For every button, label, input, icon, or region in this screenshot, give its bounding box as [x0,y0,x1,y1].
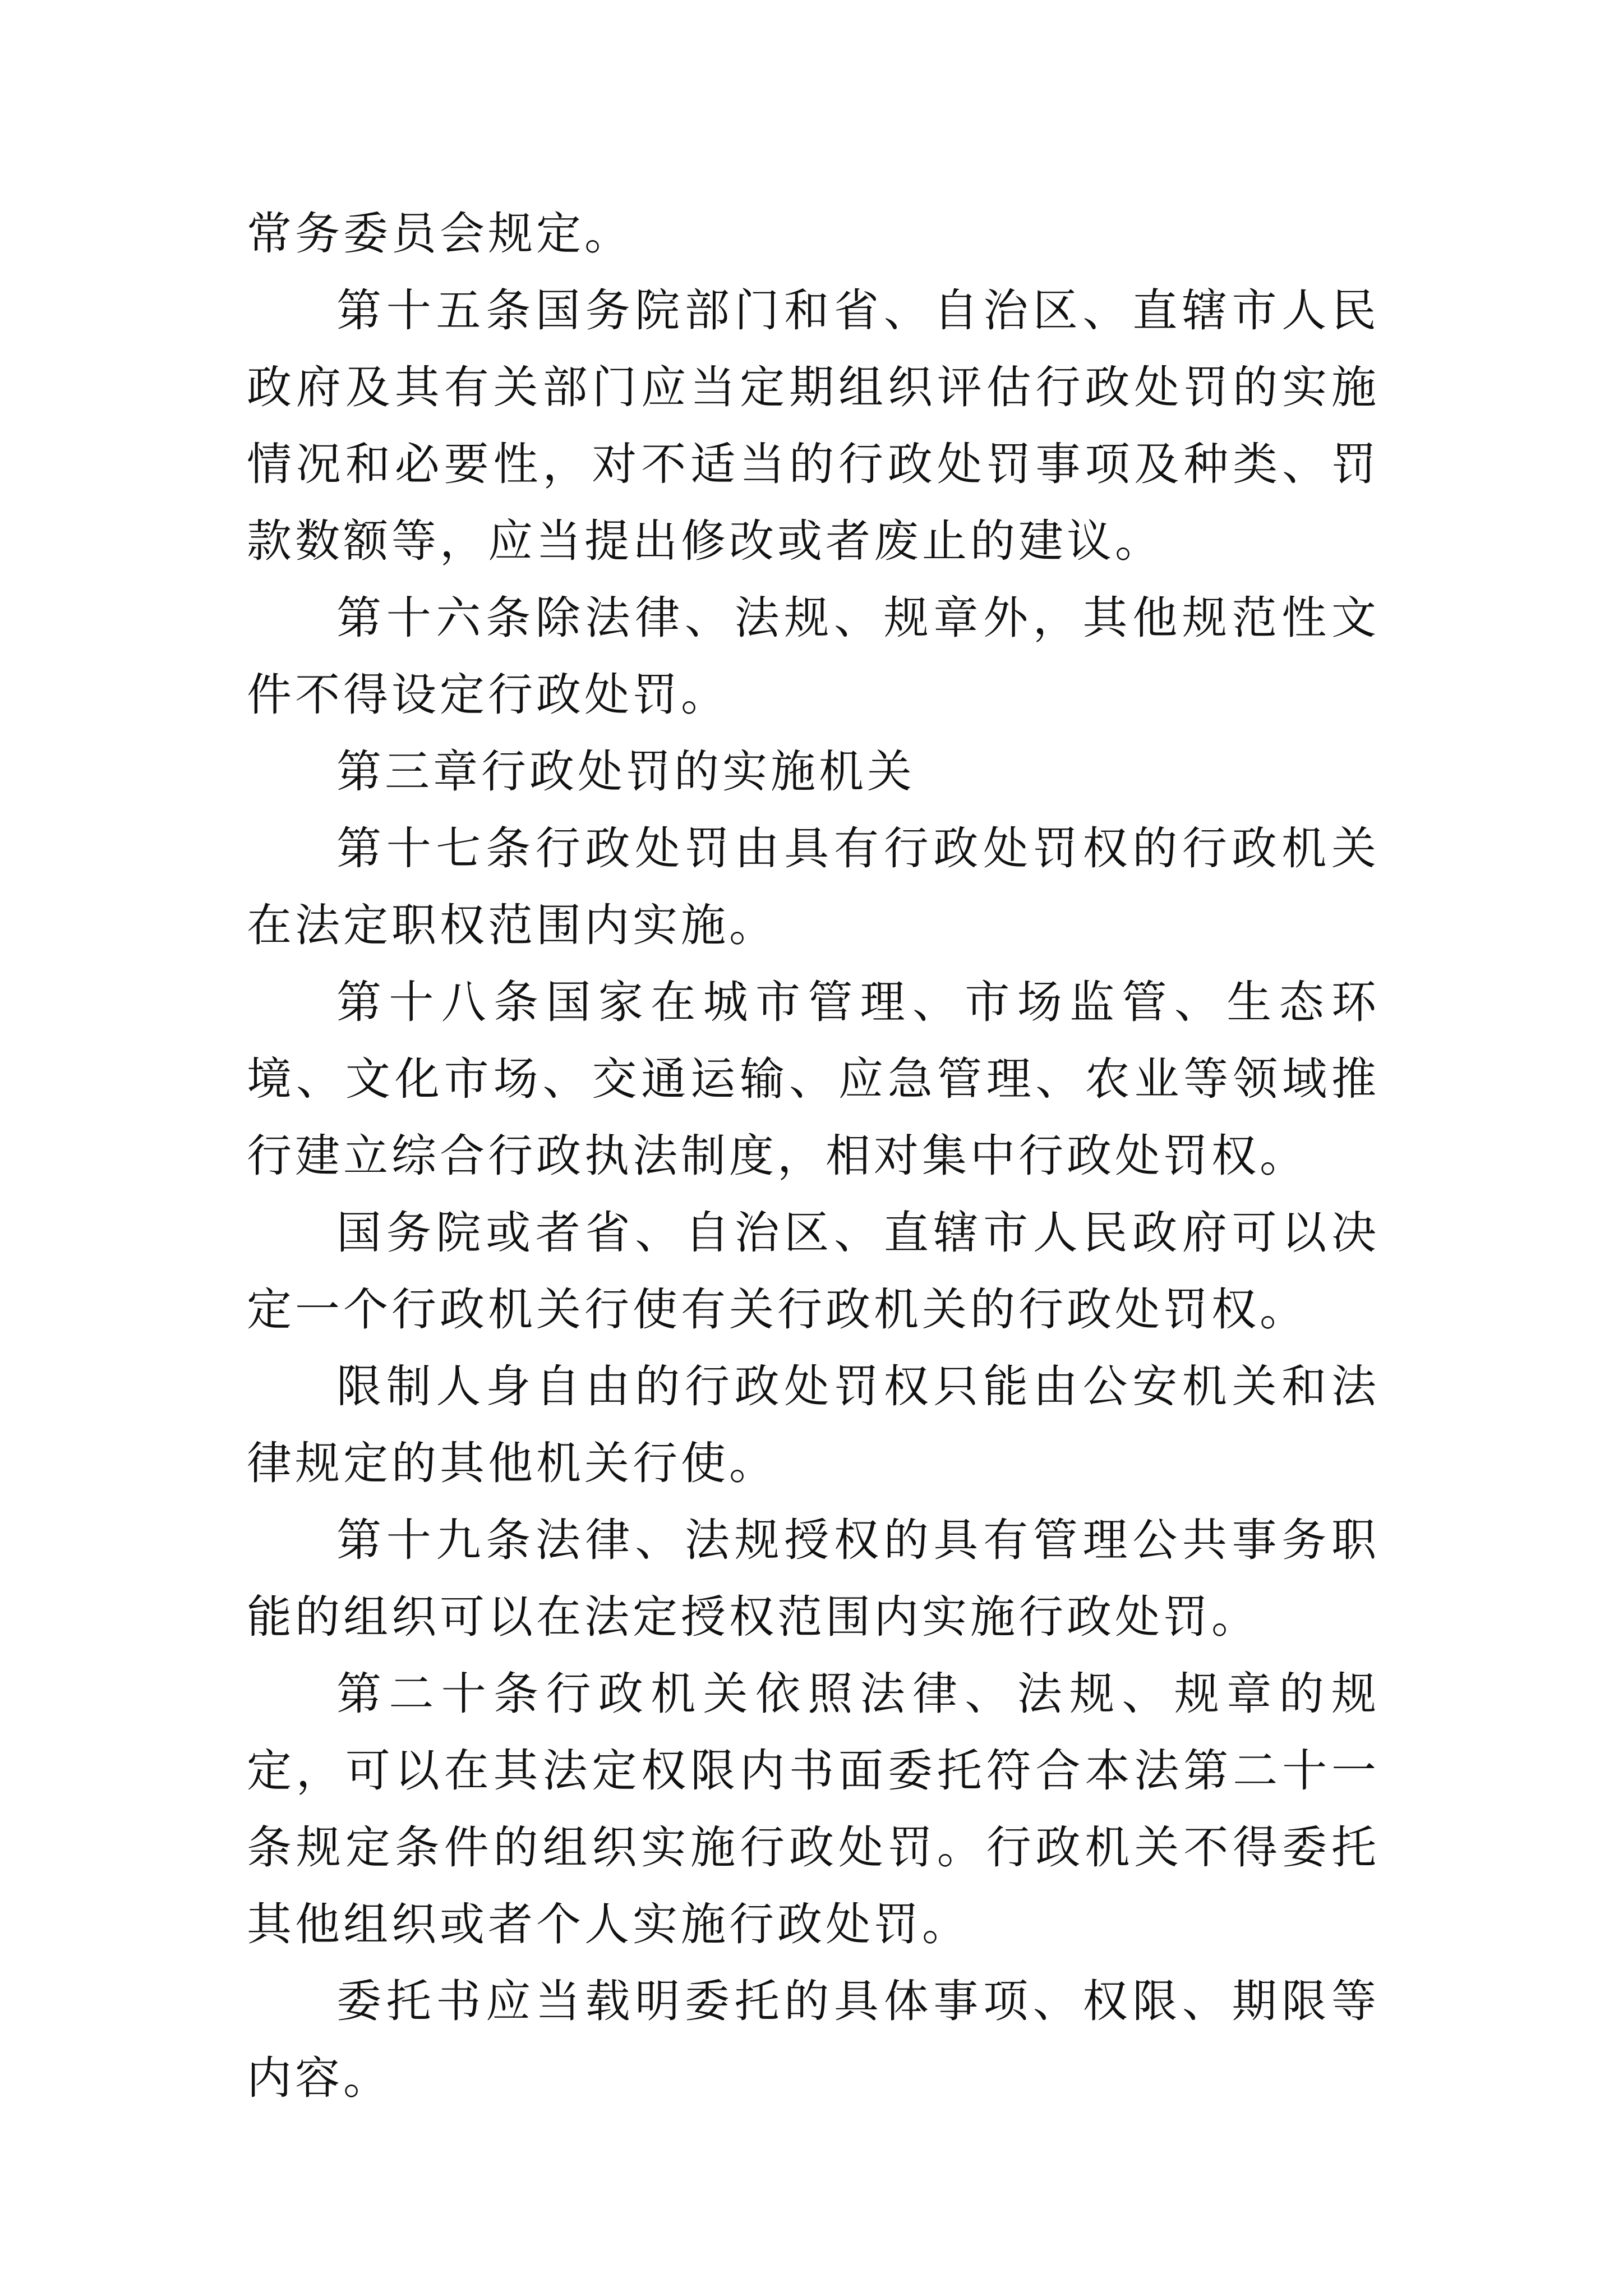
paragraph-article-16: 第十六条除法律、法规、规章外，其他规范性文件不得设定行政处罚。 [247,592,1380,721]
paragraph-continued: 常务委员会规定。 [247,208,633,260]
paragraph-article-17: 第十七条行政处罚由具有行政处罚权的行政机关在法定职权范围内实施。 [247,822,1380,951]
paragraph-article-15: 第十五条国务院部门和省、自治区、直辖市人民政府及其有关部门应当定期组织评估行政处罚的实施情况和必要性，对不适当的行政处罚事项及种类、罚款数额等，应当提出修改或者废止的建议。 [247,284,1380,567]
document-body [247,195,1380,2116]
paragraph-article-18-clause-3: 限制人身自由的行政处罚权只能由公安机关和法律规定的其他机关行使。 [247,1360,1380,1489]
paragraph-article-20-clause-2: 委托书应当载明委托的具体事项、权限、期限等内容。 [247,1975,1380,2104]
paragraph-article-20: 第二十条行政机关依照法律、法规、规章的规定，可以在其法定权限内书面委托符合本法第二十一条规定条件的组织实施行政处罚。行政机关不得委托其他组织或者个人实施行政处罚。 [247,1668,1380,1950]
paragraph-article-18: 第十八条国家在城市管理、市场监管、生态环境、文化市场、交通运输、应急管理、农业等领域推行建立综合行政执法制度，相对集中行政处罚权。 [247,976,1380,1182]
paragraph-article-19: 第十九条法律、法规授权的具有管理公共事务职能的组织可以在法定授权范围内实施行政处罚。 [247,1514,1380,1643]
chapter-heading: 第三章行政处罚的实施机关 [336,746,915,798]
paragraph-article-18-clause-2: 国务院或者省、自治区、直辖市人民政府可以决定一个行政机关行使有关行政机关的行政处罚权。 [247,1207,1380,1336]
